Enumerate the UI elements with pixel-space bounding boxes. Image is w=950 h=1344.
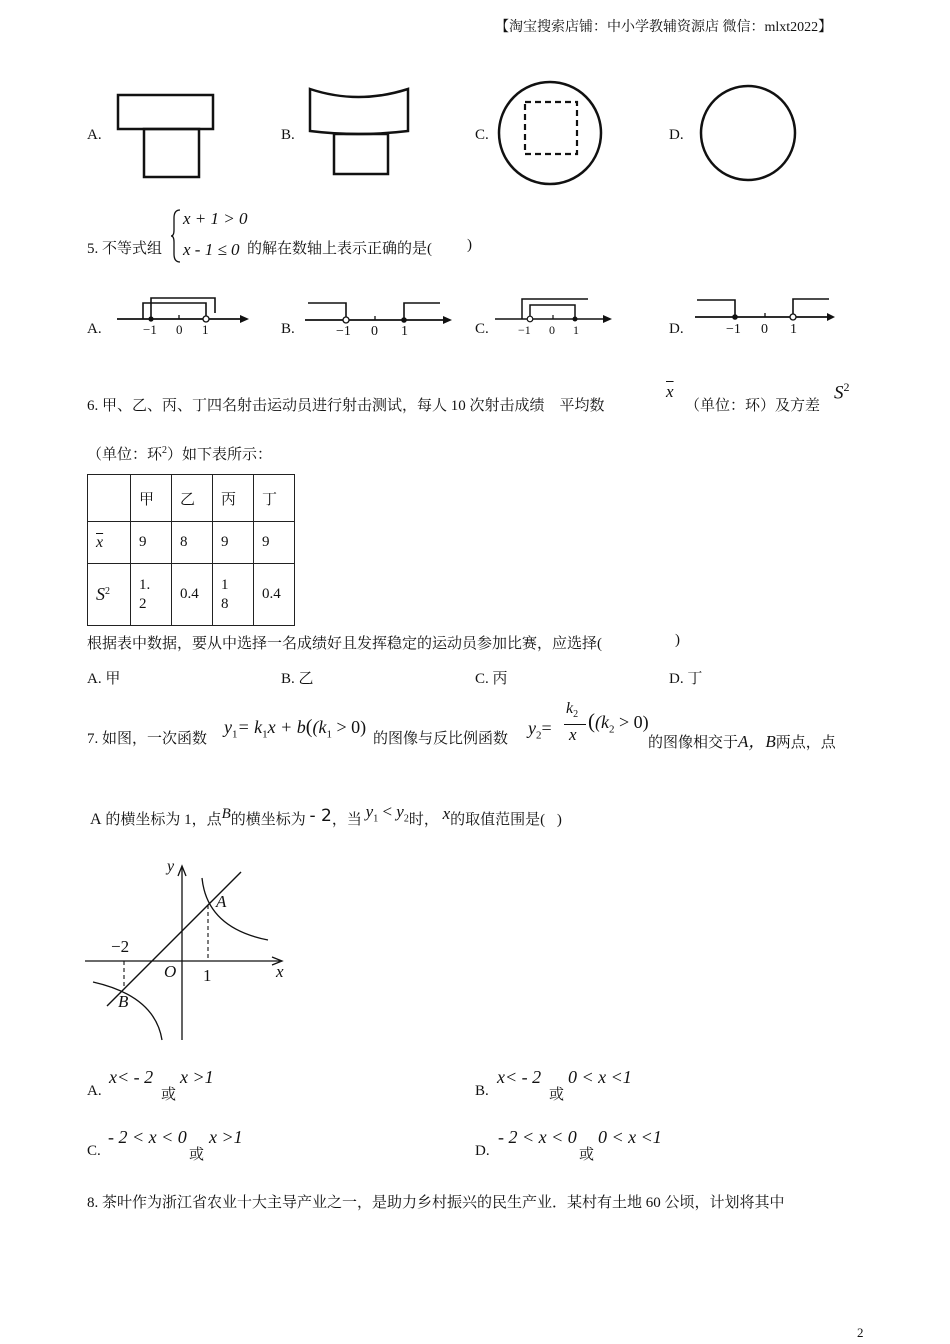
q5-inequality-2: x - 1 ≤ 0 [183, 240, 240, 259]
q6-question: 根据表中数据，要从中选择一名成绩好且发挥稳定的运动员参加比赛，应选择( [87, 636, 602, 652]
q7-inverse-condition: ($(k_2 > 0)$ [588, 709, 649, 736]
q7-option-c-or: 或 [189, 1147, 205, 1163]
q5-prefix: 5. 不等式组 [87, 241, 163, 257]
q5-brace [170, 208, 182, 264]
q5-c-tick-1: 1 [573, 323, 579, 337]
q7-fraction-numerator: $k_2$ [566, 700, 579, 721]
q6-option-d: D. 丁 [669, 671, 703, 687]
q7-option-b-label: B. [475, 1083, 489, 1099]
q5-number-line-c [493, 294, 623, 344]
q7-inverse-y2: $y_2=$ [528, 718, 552, 742]
hyperbola-branch-1 [202, 878, 268, 940]
q7-mid: 的图像与反比例函数 [373, 731, 509, 747]
table-header-cell: 丁 [254, 475, 295, 522]
header-note: 【淘宝搜索店铺：中小学教辅资源店 微信：mlxt2022】 [495, 20, 833, 35]
table-header-cell: 丙 [213, 475, 254, 522]
q7-option-c-part1: - 2 < x < 0 [108, 1127, 187, 1147]
q6-unit-line: （单位：环$^2$）如下表所示： [87, 445, 273, 463]
q6-data-table [87, 474, 295, 626]
q5-b-tick-0: 0 [371, 324, 378, 339]
page-number: 2 [857, 1325, 864, 1340]
q8-text: 8. 茶叶作为浙江省农业十大主导产业之一，是助力乡村振兴的民生产业．某村有土地 60 公顷，计划将其中 [87, 1195, 785, 1211]
q6-text-2: （单位：环）及方差 [685, 398, 821, 414]
q7-option-a-or: 或 [161, 1087, 177, 1103]
q7-option-c-part2: x >1 [209, 1127, 243, 1147]
q4-option-c-figure [495, 78, 605, 188]
q6-option-c: C. 丙 [475, 671, 508, 687]
q5-a-tick-0: 0 [176, 322, 183, 337]
q7-graph-x-label: x [276, 962, 284, 981]
q7-graph-point-a: A [216, 892, 227, 911]
table-row [88, 522, 295, 564]
table-cell: 8 [172, 522, 213, 564]
table-header-cell: 甲 [131, 475, 172, 522]
table-cell: 9 [131, 522, 172, 564]
table-header-cell: 乙 [172, 475, 213, 522]
q4-option-d-figure [695, 80, 805, 190]
table-header-cell [88, 475, 131, 522]
q5-a-tick-1: 1 [202, 322, 209, 337]
table-cell: 0.4 [254, 564, 295, 626]
q6-xbar: $\overline{x}$ [666, 382, 674, 401]
q7-tail: 的图像相交于A，B两点，点 [648, 732, 836, 751]
table-cell: 1. 2 [131, 564, 172, 626]
q5-suffix: 的解在数轴上表示正确的是( [247, 241, 432, 257]
q7-fraction-denominator: x [569, 725, 577, 744]
q5-c-tick-0: 0 [549, 323, 555, 337]
q7-graph-point-b: B [118, 992, 129, 1011]
q5-number-line-b [303, 296, 458, 346]
q4-option-a-figure [110, 90, 220, 185]
table-row [88, 475, 295, 522]
q5-d-tick-0: 0 [761, 322, 768, 337]
q7-option-d-or: 或 [579, 1147, 595, 1163]
q6-close: ) [675, 632, 680, 648]
table-row-label-variance: $S^2$ [88, 564, 131, 626]
q7-option-a-part2: x >1 [180, 1067, 214, 1087]
q7-graph-tick-1: 1 [203, 966, 212, 985]
q7-option-d-part1: - 2 < x < 0 [498, 1127, 577, 1147]
q5-option-d-label: D. [669, 321, 684, 337]
q7-option-d-part2: 0 < x <1 [598, 1127, 662, 1147]
table-cell: 1 8 [213, 564, 254, 626]
q6-option-b: B. 乙 [281, 671, 314, 687]
q4-option-d-label: D. [669, 127, 684, 143]
q7-option-a-part1: x< - 2 [109, 1067, 154, 1087]
q5-option-c-label: C. [475, 321, 489, 337]
q5-inequality-1: x + 1 > 0 [183, 209, 248, 228]
q5-b-tick-1: 1 [401, 324, 408, 339]
q7-graph-y-label: y [167, 858, 175, 875]
q5-number-line-a [115, 293, 255, 343]
q5-d-tick-1: 1 [790, 322, 797, 337]
q6-option-a: A. 甲 [87, 671, 121, 687]
q7-option-a-label: A. [87, 1083, 102, 1099]
q5-close: ) [467, 237, 472, 253]
q5-option-a-label: A. [87, 321, 102, 337]
q6-variance-symbol: $S^2$ [834, 380, 850, 404]
q7-linear-function: $y_1= k_1x + b((k_1 > 0)$ [224, 716, 367, 741]
table-cell: 0.4 [172, 564, 213, 626]
q7-option-d-label: D. [475, 1143, 490, 1159]
q4-option-b-figure [302, 85, 417, 185]
q5-option-b-label: B. [281, 321, 295, 337]
q7-prefix: 7. 如图，一次函数 [87, 731, 208, 747]
q7-option-b-part2: 0 < x <1 [568, 1067, 632, 1087]
q5-a-tick-neg1: −1 [143, 322, 157, 337]
table-cell: 9 [254, 522, 295, 564]
q7-graph-origin: O [164, 962, 177, 981]
q6-text-1: 6. 甲、乙、丙、丁四名射击运动员进行射击测试，每人 10 次射击成绩 平均数 [87, 398, 605, 414]
table-cell: 9 [213, 522, 254, 564]
q4-option-a-label: A. [87, 127, 102, 143]
q4-option-b-label: B. [281, 127, 295, 143]
q7-option-b-part1: x< - 2 [497, 1067, 542, 1087]
q4-option-c-label: C. [475, 127, 489, 143]
q7-option-c-label: C. [87, 1143, 101, 1159]
q7-graph-tick-neg2: −2 [111, 937, 130, 956]
q7-option-b-or: 或 [549, 1087, 565, 1103]
q7-line-2: A 的横坐标为 1，点B的横坐标为 - 2，当 $y_1 < y_2$时， x的取值范围是( ) [90, 802, 562, 828]
table-row [88, 564, 295, 626]
q5-b-tick-neg1: −1 [336, 324, 351, 339]
q5-d-tick-neg1: −1 [726, 322, 741, 337]
q5-number-line-d [693, 293, 843, 343]
q5-c-tick-neg1: −1 [518, 323, 531, 337]
table-row-label-mean: $\overline{x}$ [88, 522, 131, 564]
